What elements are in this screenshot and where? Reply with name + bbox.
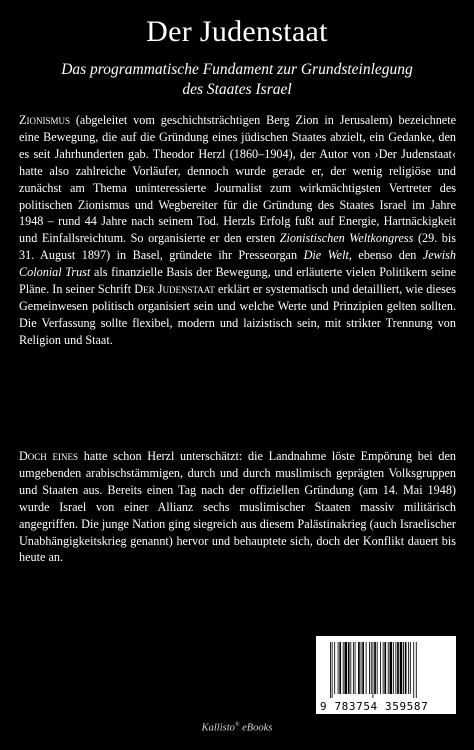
text-run: als finanzielle Basis der Bewegung, und erläuterte vielen Politikern seine Pläne. In seiner Schrift <box>19 265 456 297</box>
barcode-bar <box>330 642 331 698</box>
barcode-bar <box>339 642 341 694</box>
text-run: , ebenso den <box>348 248 423 263</box>
publisher-suffix: eBooks <box>239 722 273 734</box>
barcode-bar <box>348 642 350 694</box>
barcode-bar <box>384 642 386 694</box>
barcode-bar <box>410 642 411 694</box>
subtitle-line-2: des Staates Israel <box>182 81 292 98</box>
registered-mark: ® <box>234 722 240 728</box>
barcode-bar <box>416 642 417 698</box>
barcode-bar <box>393 642 394 694</box>
barcode-bar <box>377 642 378 694</box>
subtitle-line-1: Das programmatische Fundament zur Grundsteinlegung <box>61 61 413 78</box>
blurb-paragraph-2 <box>19 448 456 566</box>
barcode-bar <box>390 642 393 694</box>
barcode-bar <box>344 642 347 694</box>
text-run: erklärt er systematisch und detailliert, wie dieses Gemeinwesen politisch organisiert sein und welche Werte und Prinzipien gelten sollten. Die Verfassung sollte flexibel, modern und laizistisch sein, mit strikter Trennung von Religion und Staat. <box>19 282 456 347</box>
barcode-bar <box>343 642 344 694</box>
barcode-bar <box>361 642 362 694</box>
barcode-bar <box>334 642 335 694</box>
barcode-bar <box>371 642 372 694</box>
barcode-bar <box>413 642 414 698</box>
italic-term: Jewish Colonial Trust <box>19 248 456 280</box>
barcode-bar <box>358 642 360 694</box>
lead-word: Doch eines <box>19 449 79 463</box>
lead-word: Zionismus <box>19 113 70 127</box>
isbn-barcode <box>316 636 456 714</box>
text-run: (29. bis 31. August 1897) in Basel, gründete ihr Presseorgan <box>19 231 457 263</box>
blurb-paragraph-1 <box>19 112 456 349</box>
barcode-bar <box>400 642 403 694</box>
barcode-bars <box>330 642 448 698</box>
publisher-name: Kallisto <box>201 722 235 734</box>
barcode-bar <box>395 642 396 694</box>
barcode-bar <box>397 642 399 694</box>
barcode-bar <box>408 642 409 694</box>
barcode-bar <box>362 642 364 694</box>
barcode-bar <box>388 642 389 694</box>
barcode-bar <box>332 642 333 698</box>
barcode-bar <box>373 642 374 698</box>
barcode-bar <box>350 642 351 694</box>
barcode-bar <box>403 642 404 694</box>
barcode-bar <box>405 642 407 694</box>
barcode-bar <box>338 642 339 694</box>
book-title-reference: Der Judenstaat <box>134 282 215 297</box>
barcode-bar <box>369 642 370 694</box>
barcode-bar <box>380 642 381 694</box>
barcode-bar <box>366 642 367 694</box>
barcode-bar <box>353 642 354 694</box>
publisher-imprint <box>0 722 474 734</box>
book-title: Der Judenstaat <box>146 15 328 48</box>
book-subtitle <box>20 60 454 100</box>
barcode-bar <box>374 642 376 694</box>
barcode-bar <box>355 642 356 694</box>
isbn-number: 9 783754 359587 <box>320 700 429 713</box>
text-run: hatte schon Herzl unterschätzt: die Landnahme löste Empörung bei den umgebenden arabischstämmigen, durch und durch muslimisch geprägten Volksgruppen und Staaten aus. Bereits einen Tag nach der offiziellen Gründung (am 14. Mai 1948) wurde Israel von einer Allianz sechs muslimischer Staaten massiv militärisch angegriffen. Die junge Nation ging siegreich aus diesem Palästinakrieg (auch Israelischer Unabhängigkeitskrieg genannt) hervor und behauptete sich, doch der Konflikt dauert bis heute an. <box>19 449 456 565</box>
text-run: (abgeleitet vom geschichtsträchtigen Berg Zion in Jerusalem) bezeichnete eine Bewegung, die auf die Gründung eines jüdischen Staates abzielt, ein Gedanke, den es seit Jahrhunderten gab. Theodor Herzl (1860–1904), der Autor von ›Der Judenstaat‹ hatte also zahlreiche Vorläufer, dennoch wurde gerade er, der wenig religiöse und zunächst am Thema uninteressierte Journalist zum wirkmächtigsten Vertreter des politischen Zionismus und Wegbereiter für die Gründung des Staates Israel im Jahre 1948 – rund 44 Jahre nach seinem Tod. Herzls Erfolg fußt auf Energie, Hartnäckigkeit und Einfallsreichtum. So organisierte er den ersten <box>19 113 456 246</box>
italic-term: Die Welt <box>303 248 349 263</box>
italic-term: Zionistischen Weltkongress <box>279 231 414 246</box>
barcode-bar <box>383 642 384 694</box>
